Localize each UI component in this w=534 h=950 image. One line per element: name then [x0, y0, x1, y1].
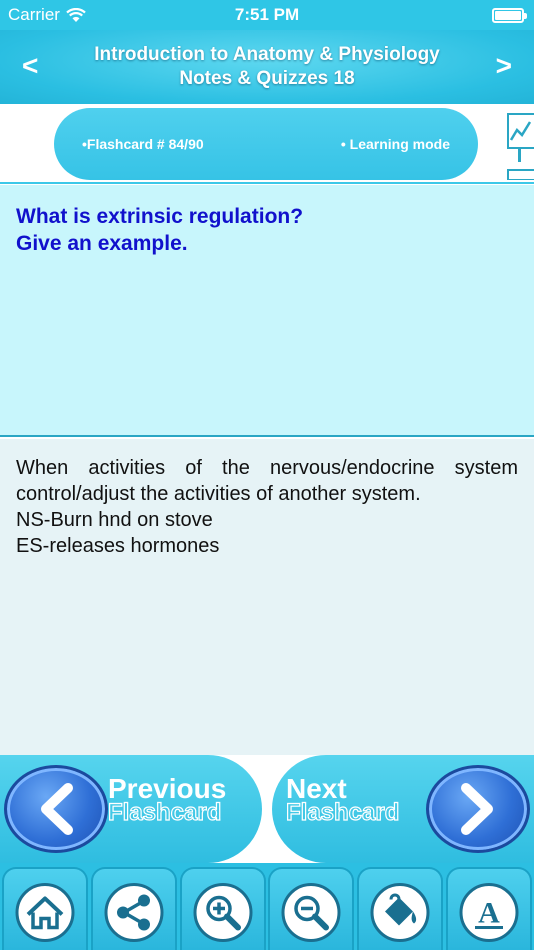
font-icon — [458, 881, 520, 943]
bottom-toolbar — [0, 863, 534, 950]
previous-circle[interactable] — [4, 765, 108, 853]
previous-label-small: Flashcard — [108, 799, 222, 826]
previous-quiz-arrow[interactable]: < — [22, 50, 39, 81]
previous-label-big: Previous — [108, 773, 227, 804]
status-time: 7:51 PM — [234, 5, 300, 24]
next-flashcard-label — [286, 773, 400, 826]
zoom-out-button[interactable] — [268, 867, 354, 950]
paint-bucket-icon — [369, 881, 431, 943]
flashcard-navigation — [0, 755, 534, 863]
share-button[interactable] — [91, 867, 177, 950]
page-title — [60, 43, 474, 91]
mode-label: • Learning mode — [340, 136, 450, 152]
previous-flashcard-button[interactable] — [0, 755, 262, 863]
answer-area — [0, 439, 534, 755]
answer-line: When activities of the nervous/endocrine system control/adjust the activities of another system. — [16, 457, 518, 505]
chart-board-icon[interactable] — [502, 108, 534, 180]
question-text — [16, 203, 518, 257]
question-area — [0, 185, 534, 437]
info-strip — [0, 104, 534, 184]
zoom-in-icon — [192, 881, 254, 943]
question-line-1: What is extrinsic regulation? — [16, 205, 304, 228]
next-flashcard-button[interactable] — [272, 755, 534, 863]
zoom-in-button[interactable] — [180, 867, 266, 950]
answer-line: ES-releases hormones — [16, 535, 220, 557]
theme-button[interactable] — [357, 867, 443, 950]
zoom-out-icon — [280, 881, 342, 943]
title-line-2: Notes & Quizzes 18 — [179, 68, 355, 89]
chevron-left-icon — [36, 782, 76, 836]
answer-line: NS-Burn hnd on stove — [16, 509, 213, 531]
previous-flashcard-label — [108, 773, 227, 826]
next-label-small: Flashcard — [286, 799, 400, 826]
next-quiz-arrow[interactable]: > — [495, 50, 512, 81]
flashcard-info-pill — [54, 108, 478, 180]
flashcard-counter: •Flashcard # 84/90 — [82, 136, 204, 152]
header — [0, 30, 534, 104]
battery-icon — [492, 8, 524, 23]
home-button[interactable] — [2, 867, 88, 950]
next-label-big: Next — [286, 773, 347, 804]
next-circle[interactable] — [426, 765, 530, 853]
title-line-1: Introduction to Anatomy & Physiology — [94, 44, 440, 65]
share-icon — [103, 881, 165, 943]
status-bar — [0, 0, 534, 30]
question-line-2: Give an example. — [16, 232, 188, 255]
font-icon-letter: A — [478, 895, 500, 929]
carrier-label: Carrier — [8, 5, 60, 24]
home-icon — [14, 881, 76, 943]
font-button[interactable] — [446, 867, 532, 950]
chevron-right-icon — [458, 782, 498, 836]
